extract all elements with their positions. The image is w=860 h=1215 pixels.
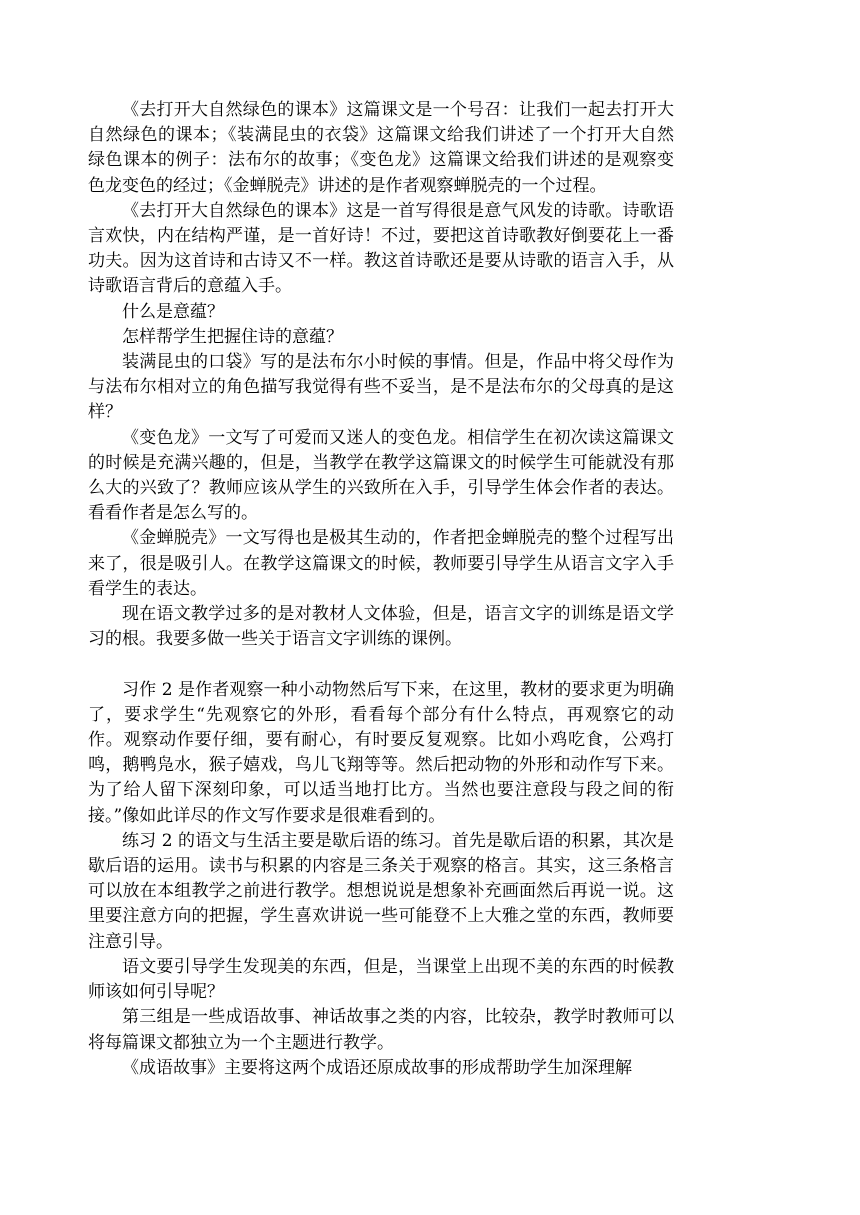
document-body bbox=[88, 98, 674, 1081]
paragraph-9: 习作 2 是作者观察一种小动物然后写下来，在这里，教材的要求更为明确了，要求学生“先观察它的外形，看看每个部分有什么特点，再观察它的动作。观察动作要仔细，要有耐心，有时要反复观察。比如小鸡吃食，公鸡打鸣，鹅鸭凫水，猴子嬉戏，鸟儿飞翔等等。然后把动物的外形和动作写下来。为了给人留下深刻印象，可以适当地打比方。当然也要注意段与段之间的衔接。”像如此详尽的作文写作要求是很难看到的。 bbox=[88, 679, 674, 826]
paragraph-7: 《金蝉脱壳》一文写得也是极其生动的，作者把金蝉脱壳的整个过程写出来了，很是吸引人。在教学这篇课文的时候，教师要引导学生从语言文字入手看学生的表达。 bbox=[88, 528, 674, 599]
paragraph-11: 语文要引导学生发现美的东西，但是，当课堂上出现不美的东西的时候教师该如何引导呢？ bbox=[88, 956, 674, 1003]
blank-line bbox=[88, 652, 674, 677]
paragraph-8: 现在语文教学过多的是对教材人文体验，但是，语言文字的训练是语文学习的根。我要多做一些关于语言文字训练的课例。 bbox=[88, 604, 674, 650]
paragraph-5: 装满昆虫的口袋》写的是法布尔小时候的事情。但是，作品中将父母作为与法布尔相对立的角色描写我觉得有些不妥当，是不是法布尔的父母真的是这样？ bbox=[88, 352, 674, 423]
paragraph-1: 《去打开大自然绿色的课本》这篇课文是一个号召：让我们一起去打开大自然绿色的课本；《装满昆虫的衣袋》这篇课文给我们讲述了一个打开大自然绿色课本的例子：法布尔的故事；《变色龙》这篇课文给我们讲述的是观察变色龙变色的经过；《金蝉脱壳》讲述的是作者观察蝉脱壳的一个过程。 bbox=[88, 100, 674, 196]
paragraph-6: 《变色龙》一文写了可爱而又迷人的变色龙。相信学生在初次读这篇课文的时候是充满兴趣的，但是，当教学在教学这篇课文的时候学生可能就没有那么大的兴致了？教师应该从学生的兴致所在入手，引导学生体会作者的表达。看看作者是怎么写的。 bbox=[88, 427, 674, 524]
paragraph-13: 《成语故事》主要将这两个成语还原成故事的形成帮助学生加深理解 bbox=[122, 1057, 632, 1078]
paragraph-10: 练习 2 的语文与生活主要是歇后语的练习。首先是歇后语的积累，其次是歇后语的运用。读书与积累的内容是三条关于观察的格言。其实，这三条格言可以放在本组教学之前进行教学。想想说说是想象补充画面然后再说一说。这里要注意方向的把握，学生喜欢讲说一些可能登不上大雅之堂的东西，教师要注意引导。 bbox=[88, 830, 674, 952]
paragraph-12: 第三组是一些成语故事、神话故事之类的内容，比较杂，教学时教师可以将每篇课文都独立为一个主题进行教学。 bbox=[88, 1007, 674, 1053]
paragraph-2: 《去打开大自然绿色的课本》这是一首写得很是意气风发的诗歌。诗歌语言欢快，内在结构严谨，是一首好诗！不过，要把这首诗歌教好倒要花上一番功夫。因为这首诗和古诗又不一样。教这首诗歌还是要从诗歌的语言入手，从诗歌语言背后的意蕴入手。 bbox=[88, 200, 674, 297]
paragraph-4: 怎样帮学生把握住诗的意蕴？ bbox=[122, 326, 343, 347]
paragraph-3: 什么是意蕴？ bbox=[122, 301, 224, 322]
